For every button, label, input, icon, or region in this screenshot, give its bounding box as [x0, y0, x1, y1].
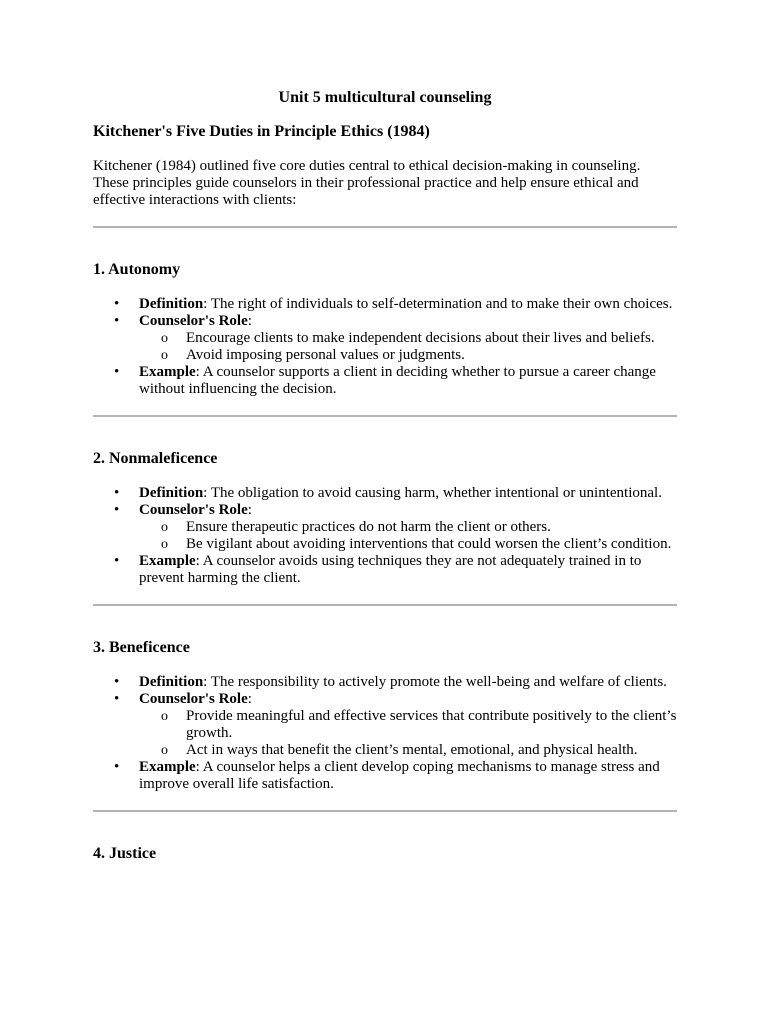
section-heading: 4. Justice	[93, 845, 157, 862]
definition-item	[93, 674, 677, 691]
role-subitem: o Encourage clients to make independent decisions about their lives and beliefs.	[139, 330, 677, 347]
document-subtitle: Kitchener's Five Duties in Principle Ethics (1984)	[93, 123, 430, 140]
role-item	[93, 691, 677, 759]
role-subitem: o Be vigilant about avoiding interventions that could worsen the client’s condition.	[139, 536, 677, 553]
definition-item	[93, 485, 677, 502]
role-sublist	[139, 330, 677, 364]
bullet-list	[93, 674, 677, 793]
horizontal-rule	[93, 226, 677, 228]
definition-label: Definition	[139, 296, 204, 312]
example-text: : A counselor helps a client develop coping mechanisms to manage stress and improve overall life satisfaction.	[139, 759, 660, 792]
section-nonmaleficence	[93, 450, 677, 606]
example-text: : A counselor supports a client in deciding whether to pursue a career change without influencing the decision.	[139, 364, 656, 397]
bullet-list	[93, 485, 677, 587]
role-colon: :	[247, 502, 252, 518]
example-item	[93, 364, 677, 398]
section-autonomy	[93, 261, 677, 417]
example-label: Example	[139, 364, 196, 380]
role-sublist	[139, 708, 677, 759]
definition-item	[93, 296, 677, 313]
horizontal-rule	[93, 415, 677, 417]
example-item	[93, 759, 677, 793]
document-body	[93, 89, 677, 863]
example-label: Example	[139, 553, 196, 569]
role-label: Counselor's Role	[139, 502, 248, 518]
example-item	[93, 553, 677, 587]
section-heading: 2. Nonmaleficence	[93, 450, 218, 467]
section-beneficence	[93, 639, 677, 812]
role-subitem: o Avoid imposing personal values or judgments.	[139, 347, 677, 364]
bullet-list	[93, 296, 677, 398]
role-item	[93, 502, 677, 553]
role-item	[93, 313, 677, 364]
section-justice	[93, 845, 677, 863]
role-subitem: o Act in ways that benefit the client’s mental, emotional, and physical health.	[139, 742, 677, 759]
role-label: Counselor's Role	[139, 313, 248, 329]
section-heading: 3. Beneficence	[93, 639, 190, 656]
role-subitem: o Provide meaningful and effective services that contribute positively to the client’s growth.	[139, 708, 677, 742]
role-subitem: o Ensure therapeutic practices do not harm the client or others.	[139, 519, 677, 536]
role-sublist	[139, 519, 677, 553]
definition-text: : The responsibility to actively promote the well-being and welfare of clients.	[203, 674, 667, 690]
definition-label: Definition	[139, 485, 204, 501]
definition-text: : The right of individuals to self-determination and to make their own choices.	[203, 296, 673, 312]
document-title: Unit 5 multicultural counseling	[278, 89, 492, 106]
example-text: : A counselor avoids using techniques they are not adequately trained in to prevent harming the client.	[139, 553, 642, 586]
example-label: Example	[139, 759, 196, 775]
definition-text: : The obligation to avoid causing harm, whether intentional or unintentional.	[203, 485, 662, 501]
section-heading: 1. Autonomy	[93, 261, 181, 278]
horizontal-rule	[93, 810, 677, 812]
role-colon: :	[247, 313, 252, 329]
role-colon: :	[247, 691, 252, 707]
definition-label: Definition	[139, 674, 204, 690]
horizontal-rule	[93, 604, 677, 606]
intro-paragraph: Kitchener (1984) outlined five core duties central to ethical decision-making in counseling. These principles guide counselors in their professional practice and help ensure ethical and effective interactions with clients:	[93, 158, 641, 208]
role-label: Counselor's Role	[139, 691, 248, 707]
